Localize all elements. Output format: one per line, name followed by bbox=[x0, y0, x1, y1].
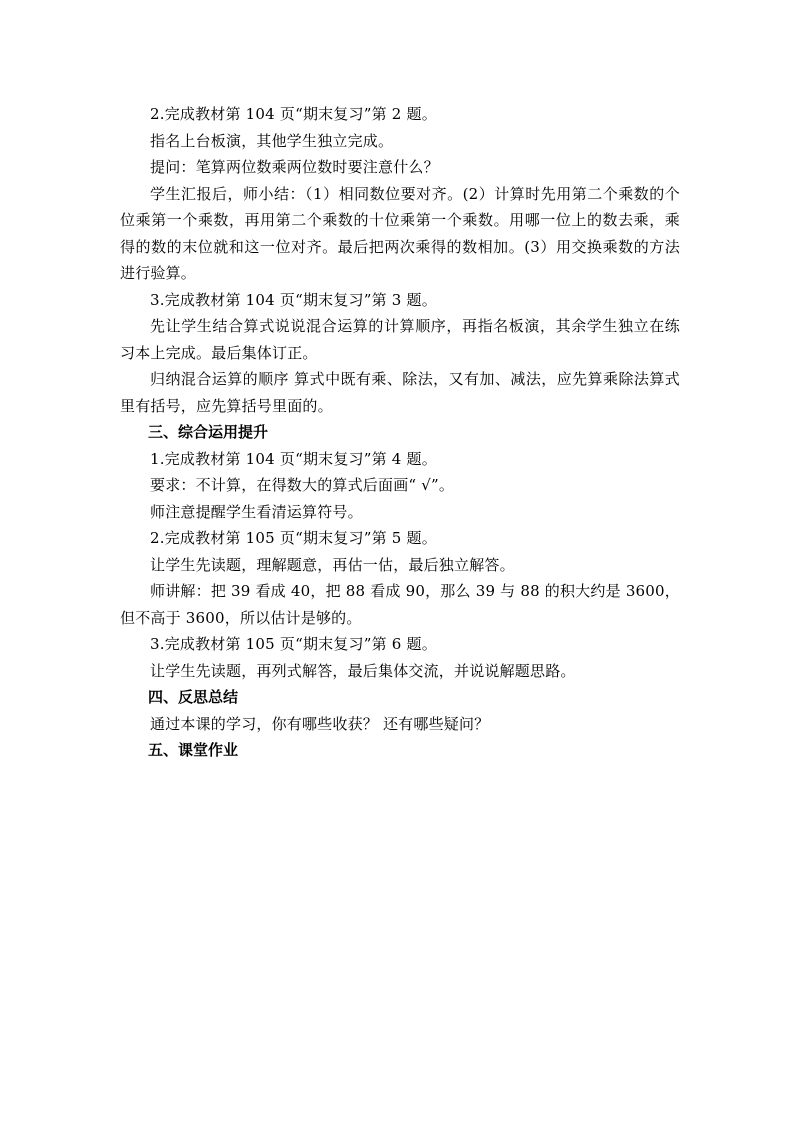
section-heading-homework: 五、课堂作业 bbox=[148, 741, 239, 759]
paragraph-teacher-summary: 学生汇报后，师小结：（1）相同数位要对齐。(2）计算时先用第二个乘数的个位乘第一个乘数，再用第二个乘数的十位乘第一个乘数。用哪一位上的数去乘，乘得的数的末位就和这一位对齐。最后把两次乘得的数相加。(3）用交换乘数的方法进行验算。 bbox=[120, 184, 680, 282]
paragraph-mixed-operations: 先让学生结合算式说说混合运算的计算顺序，再指名板演，其余学生独立在练习本上完成。最后集体订正。 bbox=[120, 317, 680, 362]
paragraph-explanation: 师讲解：把 39 看成 40，把 88 看成 90，那么 39 与 88 的积大约是 3600，但不高于 3600，所以估计是够的。 bbox=[120, 582, 680, 627]
paragraph-question: 提问：笔算两位数乘两位数时要注意什么？ bbox=[150, 158, 439, 176]
paragraph-exercise-6: 3.完成教材第 105 页“期末复习”第 6 题。 bbox=[150, 635, 437, 653]
document-page bbox=[120, 101, 680, 764]
section-heading-reflection: 四、反思总结 bbox=[148, 688, 239, 706]
paragraph-exercise-3: 3.完成教材第 104 页“期末复习”第 3 题。 bbox=[150, 290, 437, 309]
paragraph-board-demo: 指名上台板演，其他学生独立完成。 bbox=[150, 131, 394, 150]
paragraph-estimate: 让学生先读题，理解题意，再估一估，最后独立解答。 bbox=[150, 555, 515, 574]
paragraph-reflection: 通过本课的学习，你有哪些收获？ 还有哪些疑问？ bbox=[150, 714, 490, 733]
section-heading-application: 三、综合运用提升 bbox=[148, 423, 269, 441]
paragraph-solve: 让学生先读题，再列式解答，最后集体交流，并说说解题思路。 bbox=[150, 661, 576, 680]
paragraph-exercise-4: 1.完成教材第 104 页“期末复习”第 4 题。 bbox=[150, 449, 437, 468]
paragraph-requirement: 要求：不计算，在得数大的算式后面画“ √”。 bbox=[150, 476, 455, 494]
paragraph-reminder: 师注意提醒学生看清运算符号。 bbox=[150, 502, 363, 521]
paragraph-exercise-2: 2.完成教材第 104 页“期末复习”第 2 题。 bbox=[150, 105, 437, 123]
paragraph-operation-order: 归纳混合运算的顺序 算式中既有乘、除法，又有加、减法，应先算乘除法算式里有括号，应先算括号里面的。 bbox=[120, 370, 680, 415]
paragraph-exercise-5: 2.完成教材第 105 页“期末复习”第 5 题。 bbox=[150, 529, 437, 547]
